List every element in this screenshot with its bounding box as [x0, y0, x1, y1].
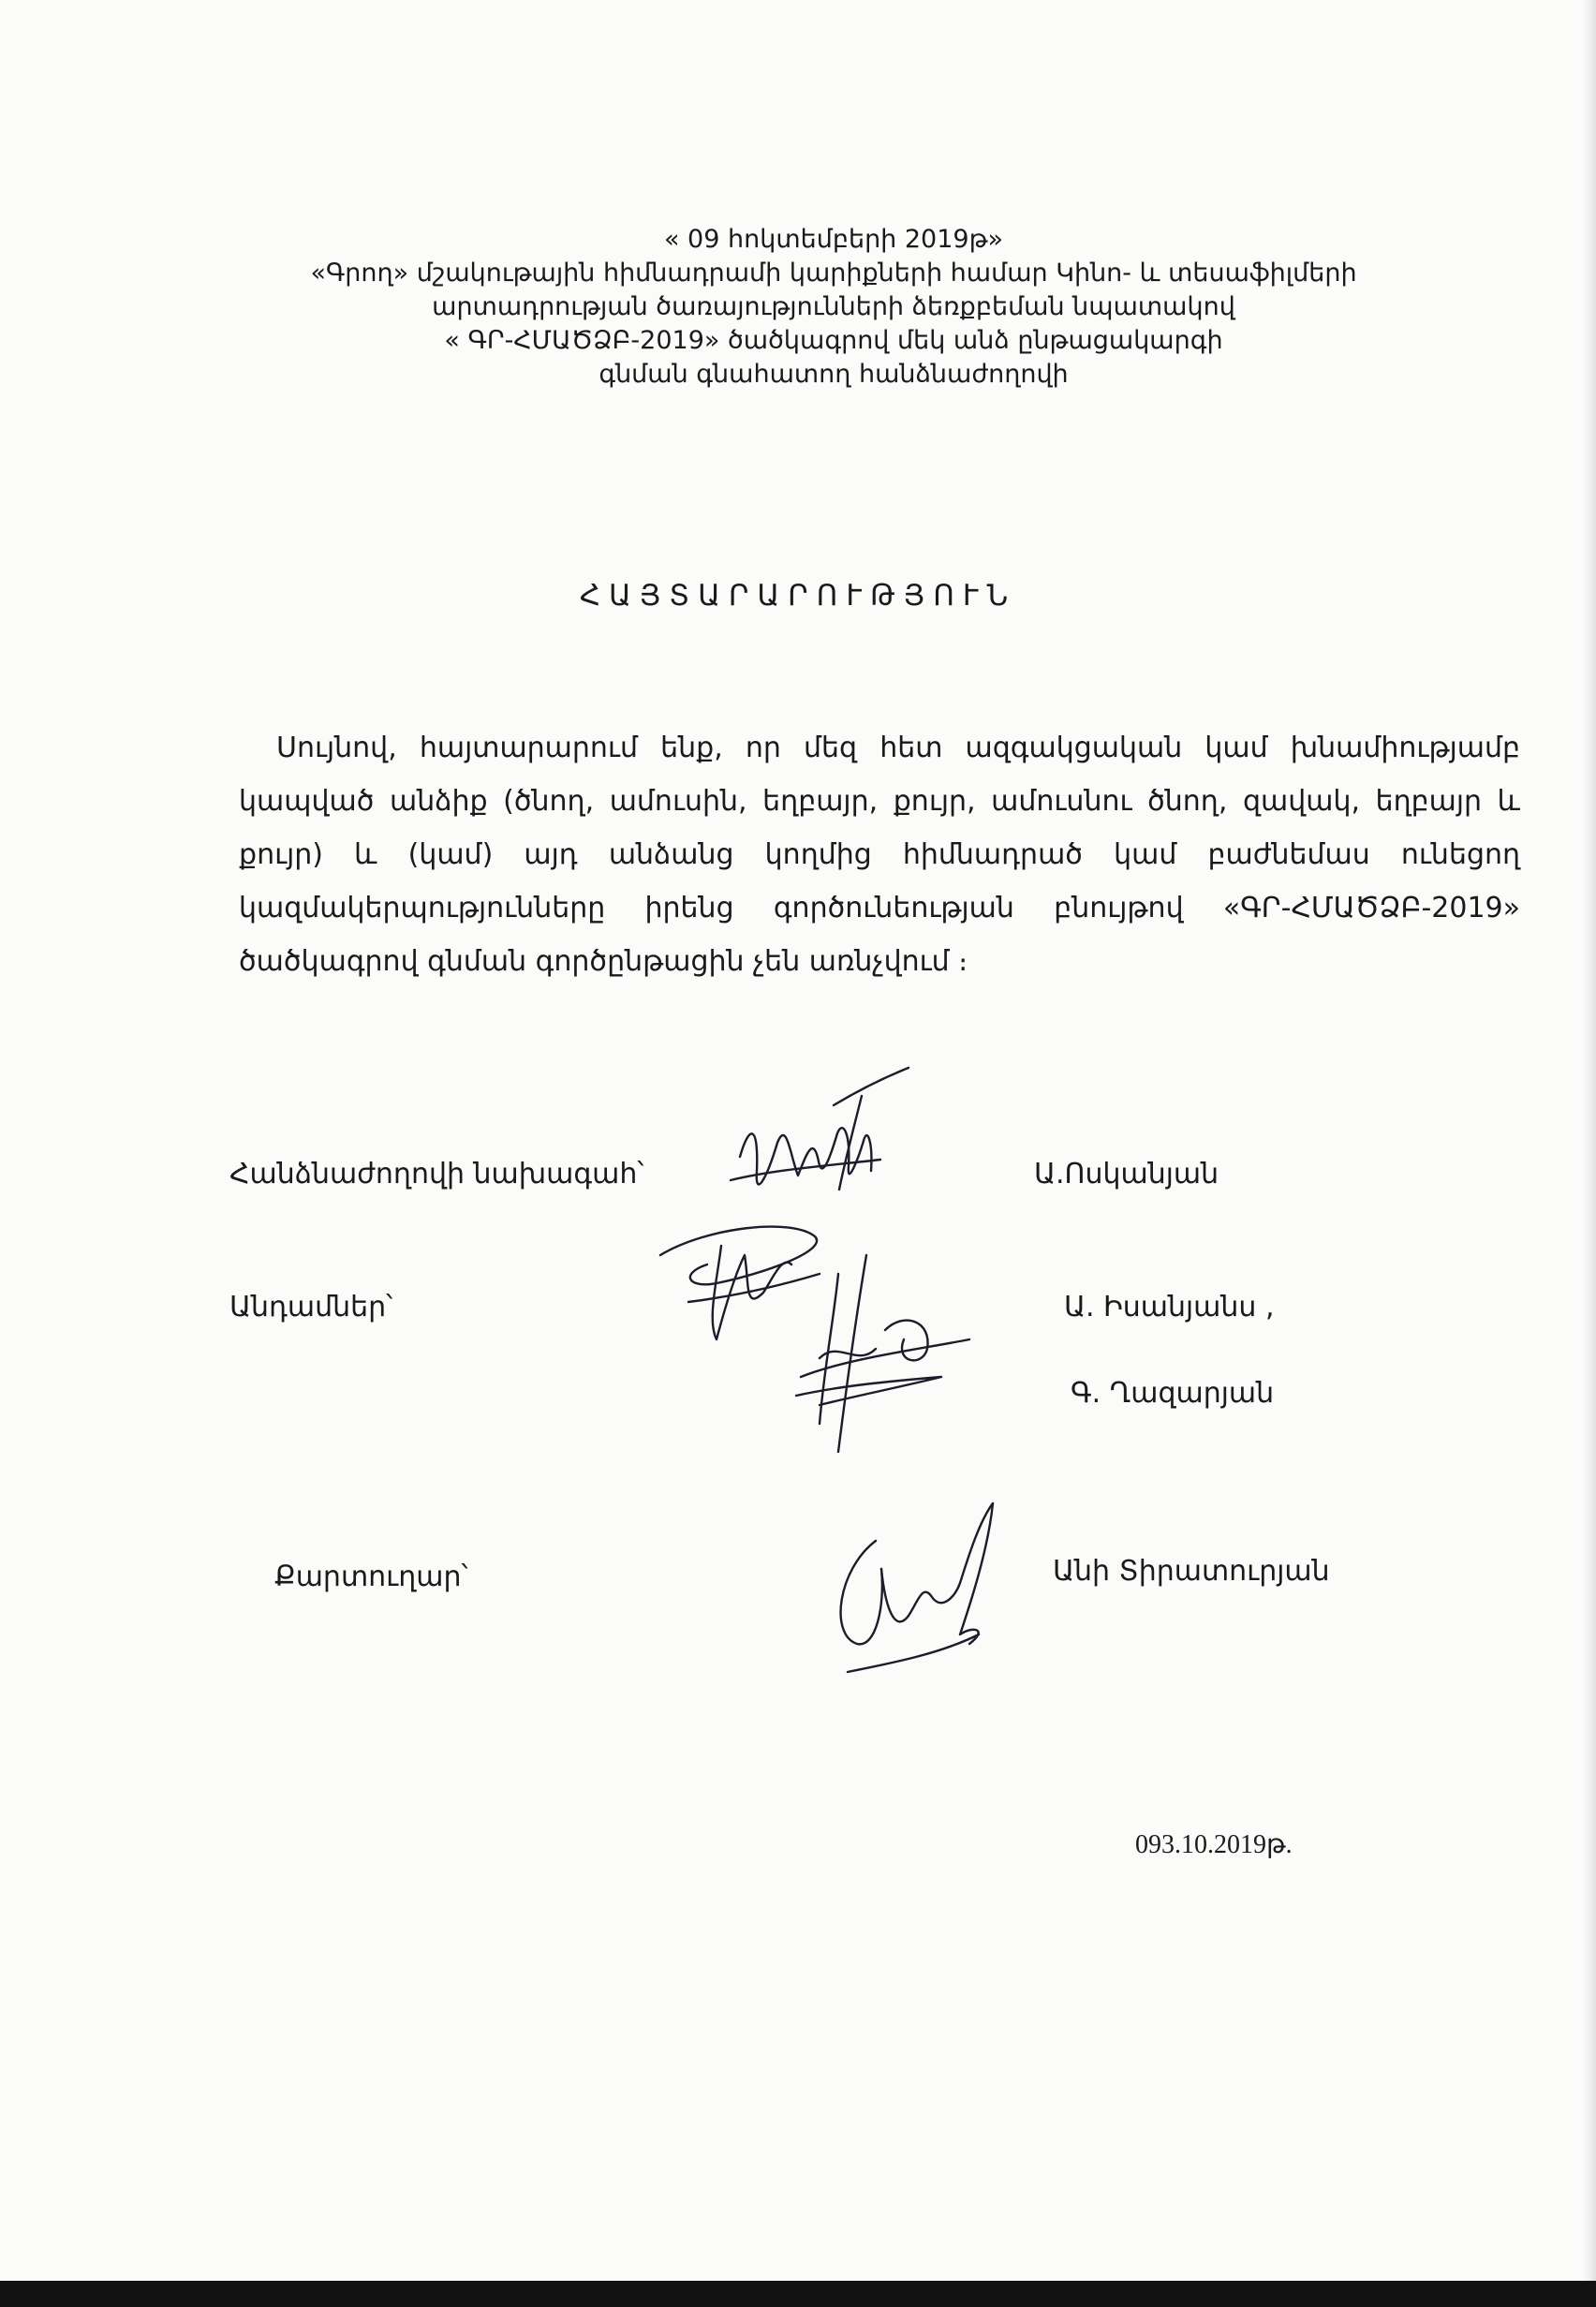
declaration-paragraph: Սույնով, հայտարարում ենք, որ մեզ հետ ազգակցական կամ խնամիությամբ կապված անձիք (ծնող, ամուսին, եղբայր, քույր, ամուսնու ծնող, զավակ, եղբայր և քույր) և (կամ) այդ անձանց կողմից հիմնադրած կամ բաժնեմաս ունեցող կազմակերպությունները իրենց գործունեության բնույթով «ԳՐ-ՀՄԱԾՁԲ-2019» ծածկագրով գնման գործընթացին չեն առնչվում ։ — [239, 732, 1520, 978]
chair-label: Հանձնաժողովի նախագահ՝ — [229, 1158, 644, 1190]
header-committee-line: գնման գնահատող հանձնաժողովի — [598, 360, 1069, 389]
header-date-line: « 09 հոկտեմբերի 2019թ» — [663, 225, 1004, 254]
header-foundation-line: «Գրող» մշակութային հիմնադրամի կարիքների համար Կինո- և տեսաֆիլմերի — [310, 259, 1357, 288]
member-1-name: Ա. Իսանյանս , — [1064, 1291, 1275, 1324]
scan-bottom-edge — [0, 2281, 1596, 2307]
secretary-label: Քարտուղար՝ — [274, 1560, 468, 1593]
member-2-name: Գ. Ղազարյան — [1071, 1377, 1275, 1410]
secretary-name: Անի Տիրատուրյան — [1053, 1555, 1330, 1588]
header-purpose-line: արտադրության ծառայությունների ձեռքբեման նպատակով — [432, 292, 1235, 321]
footer-date: 093.10.2019թ. — [1135, 1830, 1293, 1859]
page-edge-shadow — [1583, 0, 1596, 2307]
header-procedure-code-line: « ԳՐ-ՀՄԱԾՁԲ-2019» ծածկագրով մեկ անձ ընթացակարգի — [444, 326, 1223, 355]
document-header — [281, 223, 1386, 392]
chair-name: Ա.Ոսկանյան — [1034, 1158, 1219, 1190]
member-2-signature — [782, 1246, 979, 1461]
members-label: Անդամներ՝ — [229, 1291, 393, 1324]
secretary-signature — [820, 1494, 1007, 1681]
document-title: ՀԱՅՏԱՐԱՐՈՒԹՅՈՒՆ — [579, 579, 1017, 613]
